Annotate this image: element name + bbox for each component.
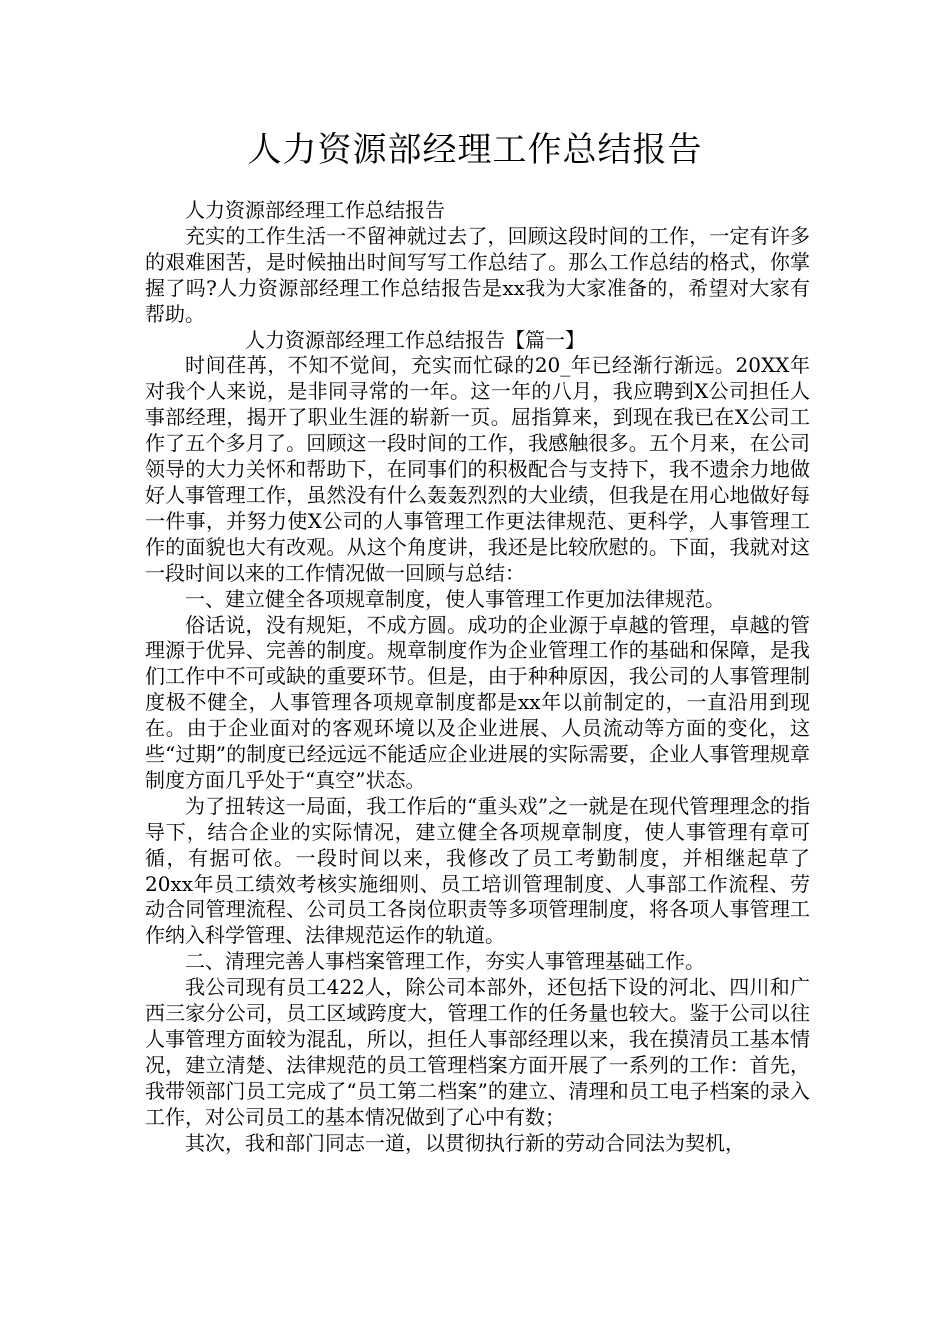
subsection-heading: 一、建立健全各项规章制度，使人事管理工作更加法律规范。 [185,586,725,611]
body-paragraph: 为了扭转这一局面，我工作后的“重头戏”之一就是在现代管理理念的指导下，结合企业的实际情况，建立健全各项规章制度，使人事管理有章可循，有据可依。一段时间以来，我修改了员工考勤制度，并相继起草了20xx年员工绩效考核实施细则、员工培训管理制度、人事部工作流程、劳动合同管理流程、公司员工各岗位职责等多项管理制度，将各项人事管理工作纳入科学管理、法律规范运作的轨道。 [145,793,810,948]
body-paragraph: 其次，我和部门同志一道，以贯彻执行新的劳动合同法为契机， [185,1130,745,1155]
body-paragraph: 俗话说，没有规矩，不成方圆。成功的企业源于卓越的管理，卓越的管理源于优异、完善的制度。规章制度作为企业管理工作的基础和保障，是我们工作中不可或缺的重要环节。但是，由于种种原因，我公司的人事管理制度极不健全，人事管理各项规章制度都是xx年以前制定的，一直沿用到现在。由于企业面对的客观环境以及企业进展、人员流动等方面的变化，这些“过期”的制度已经远远不能适应企业进展的实际需要，企业人事管理规章制度方面几乎处于“真空”状态。 [145,612,810,792]
body-paragraph-intro: 充实的工作生活一不留神就过去了，回顾这段时间的工作，一定有许多的艰难困苦，是时候抽出时间写写工作总结了。那么工作总结的格式，你掌握了吗?人力资源部经理工作总结报告是xx我为大家准备的，希望对大家有帮助。 [145,223,810,326]
section-heading-part-one: 人力资源部经理工作总结报告【篇一】 [245,327,585,352]
document-title: 人力资源部经理工作总结报告 [247,130,703,170]
body-paragraph: 时间荏苒，不知不觉间，充实而忙碌的20_年已经渐行渐远。20XX年对我个人来说，是非同寻常的一年。这一年的八月，我应聘到X公司担任人事部经理，揭开了职业生涯的崭新一页。屈指算来，到现在我已在X公司工作了五个多月了。回顾这一段时间的工作，我感触很多。五个月来，在公司领导的大力关怀和帮助下，在同事们的积极配合与支持下，我不遗余力地做好人事管理工作，虽然没有什么轰轰烈烈的大业绩，但我是在用心地做好每一件事，并努力使X公司的人事管理工作更法律规范、更科学，人事管理工作的面貌也大有改观。从这个角度讲，我还是比较欣慰的。下面，我就对这一段时间以来的工作情况做一回顾与总结： [145,353,810,585]
body-paragraph: 我公司现有员工422人，除公司本部外，还包括下设的河北、四川和广西三家分公司，员工区域跨度大，管理工作的任务量也较大。鉴于公司以往人事管理方面较为混乱，所以，担任人事部经理以来，我在摸清员工基本情况，建立清楚、法律规范的员工管理档案方面开展了一系列的工作：首先，我带领部门员工完成了“员工第二档案”的建立、清理和员工电子档案的录入工作，对公司员工的基本情况做到了心中有数； [145,975,810,1129]
subsection-heading: 二、清理完善人事档案管理工作，夯实人事管理基础工作。 [185,949,705,974]
body-paragraph-subtitle: 人力资源部经理工作总结报告 [185,198,445,222]
document-body [145,198,810,1157]
